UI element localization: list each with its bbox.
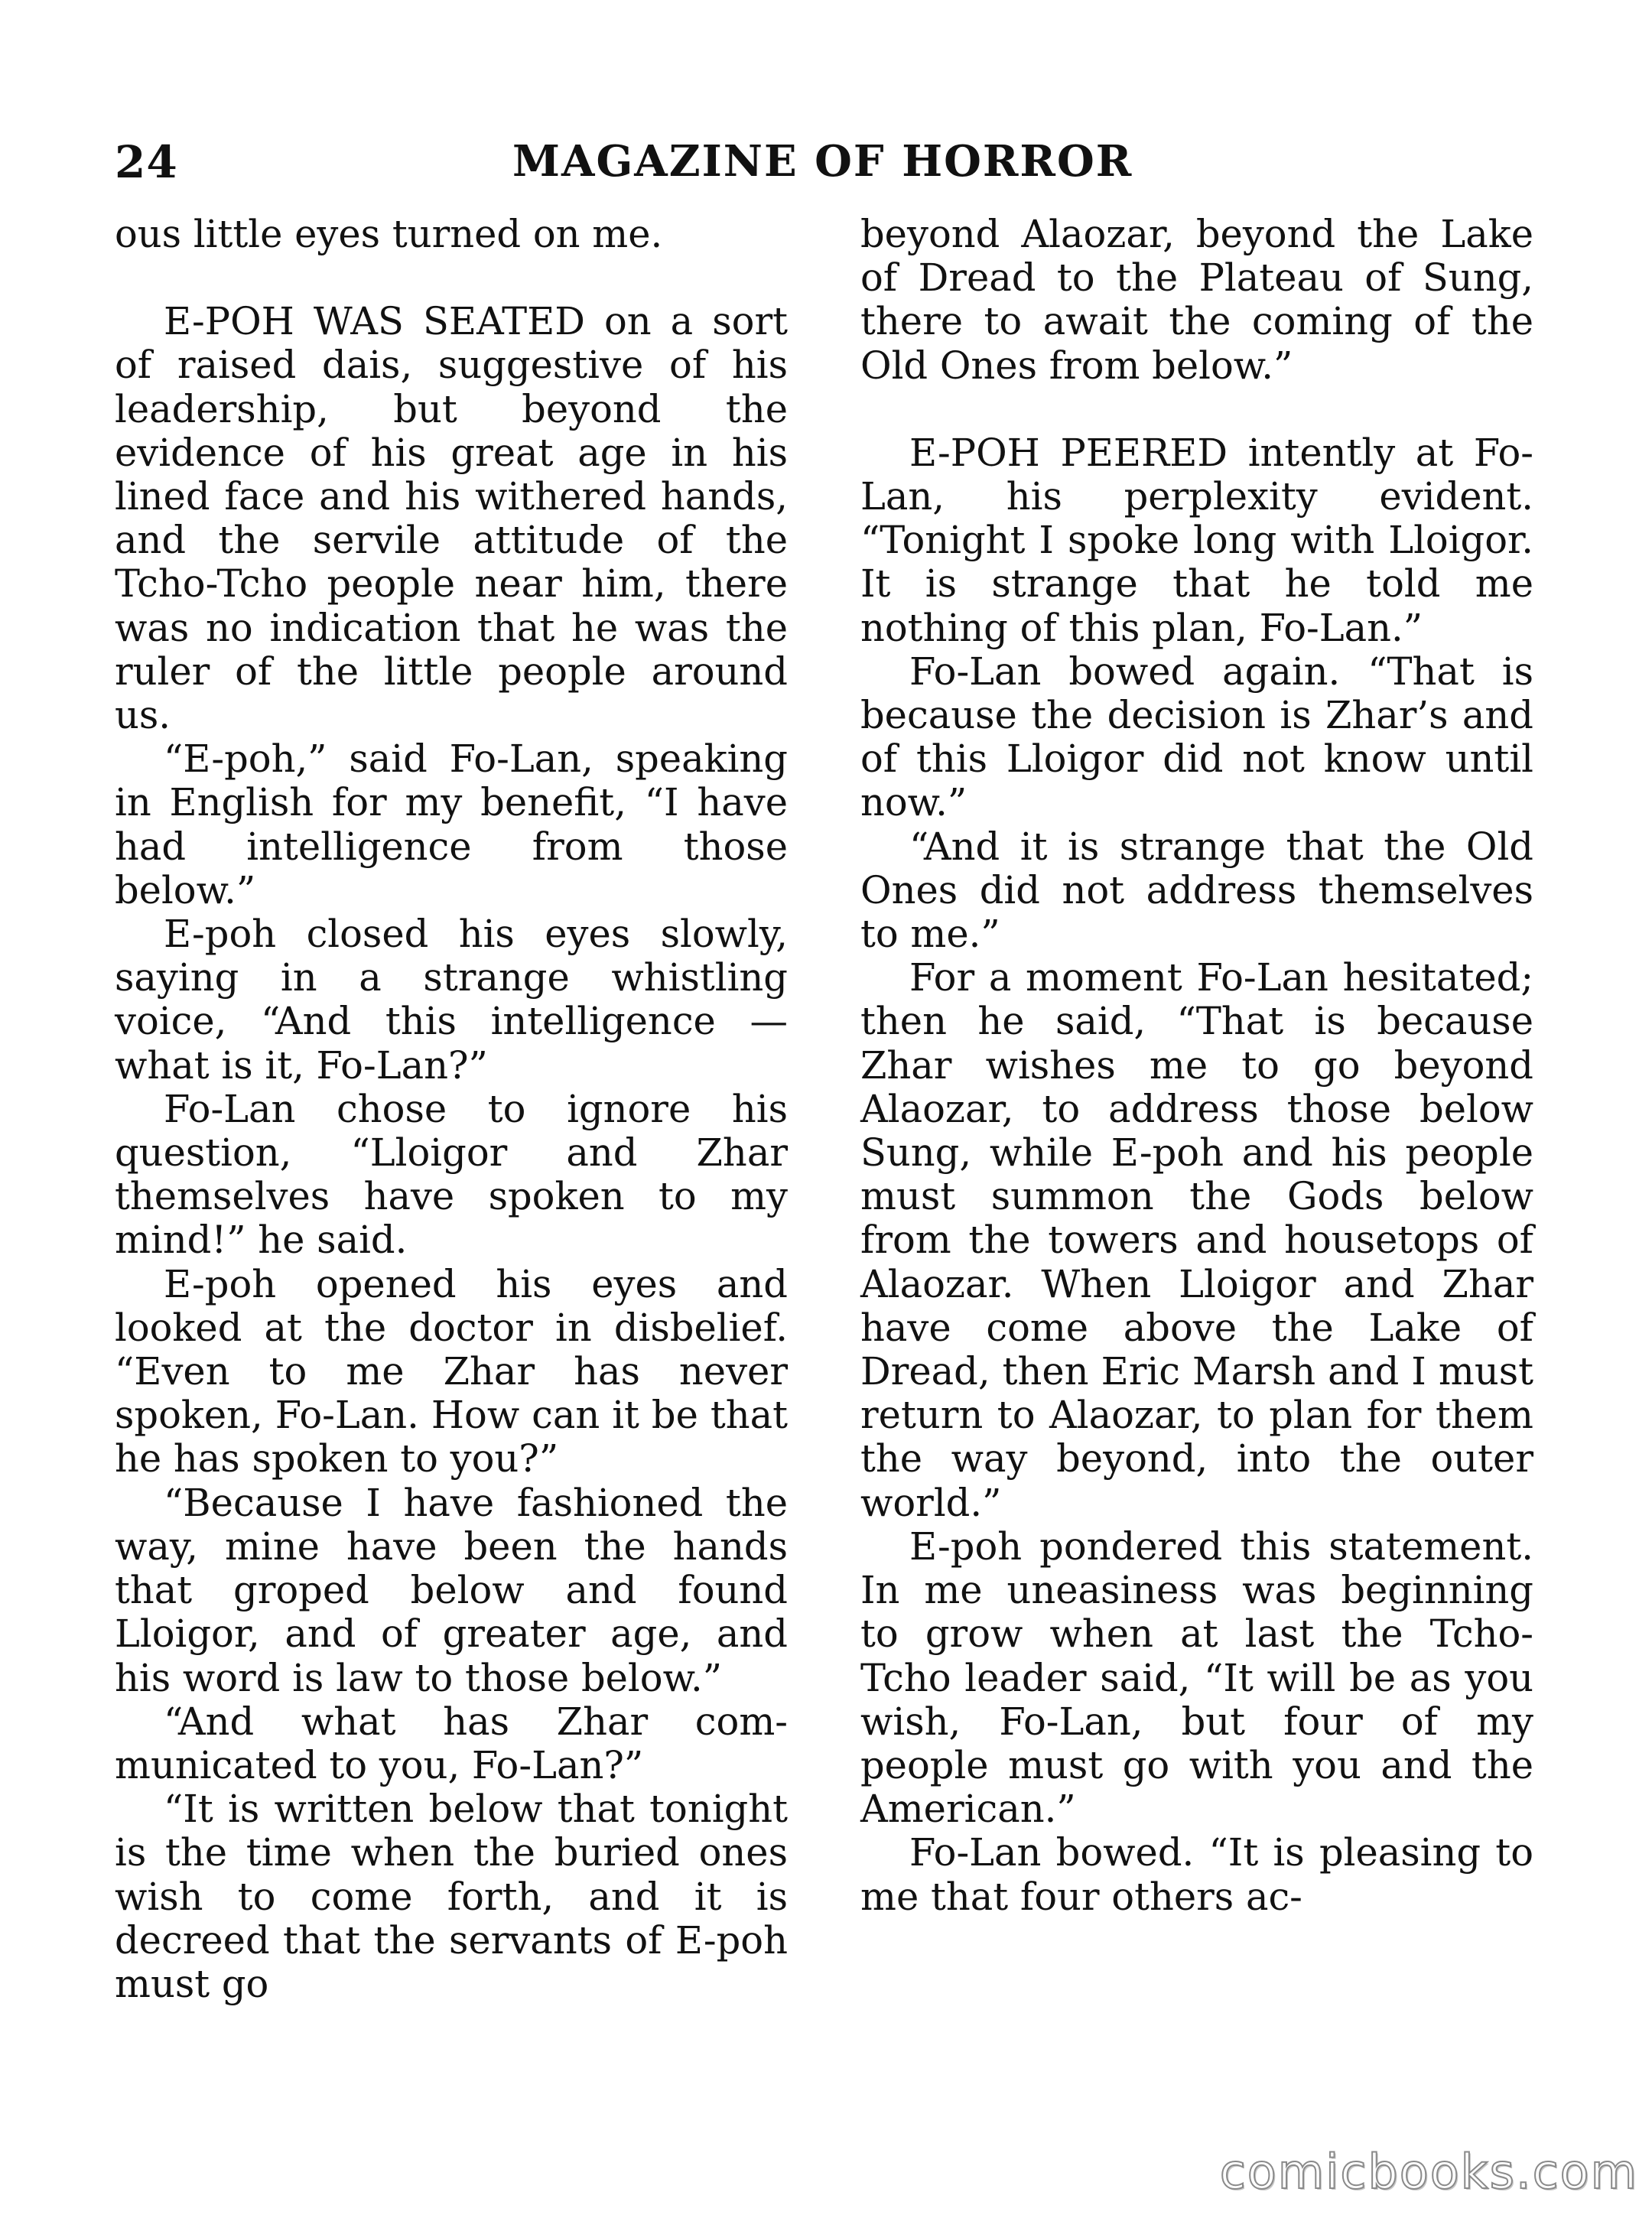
paragraph-continuation: beyond Alaozar, beyond the Lake of Dread to the Plateau of Sung, there to await the coming of the Old Ones from below.” — [860, 212, 1533, 388]
paragraph: E-poh opened his eyes and looked at the doctor in disbelief. “Even to me Zhar has never spoken, Fo-Lan. How can it be that he has spoken to you?” — [115, 1261, 788, 1481]
paragraph: “And what has Zhar communicated to you, Fo-Lan?” — [115, 1699, 788, 1787]
page-number: 24 — [115, 136, 178, 188]
paragraph-section-start: E-POH WAS SEATED on a sort of raised dais, suggestive of his leadership, but beyond the evidence of his great age in his lined face and his withered hands, and the servile attitude of the Tcho-Tcho people near him, there was no indication that he was the ruler of the little people around us. — [115, 299, 788, 738]
paragraph: “E-poh,” said Fo-Lan, speaking in English for my benefit, “I have had intelligence from those below.” — [115, 737, 788, 912]
paragraph-continuation: ous little eyes turned on me. — [115, 212, 663, 256]
right-text-column — [860, 213, 1533, 1919]
paragraph: Fo-Lan bowed again. “That is because the decision is Zhar’s and of this Lloigor did not know until now.” — [860, 649, 1533, 825]
paragraph: For a moment Fo-Lan hesitated; then he said, “That is because Zhar wishes me to go beyond Alaozar, to address those below Sung, while E-poh and his people must summon the Gods below from the towers and housetops of Alaozar. When Lloigor and Zhar have come above the Lake of Dread, then Eric Marsh and I must return to Alaozar, to plan for them the way beyond, into the outer world.” — [860, 955, 1533, 1525]
paragraph: E-poh pondered this statement. In me uneasiness was beginning to grow when at last the Tcho-Tcho leader said, “It will be as you wish, Fo-Lan, but four of my people must go with you and the American.” — [860, 1524, 1533, 1832]
paragraph: Fo-Lan bowed. “It is pleasing to me that four others ac- — [860, 1830, 1533, 1919]
paragraph: “It is written below that tonight is the time when the buried ones wish to come forth, and it is decreed that the servants of E-poh must go — [115, 1787, 788, 2006]
paragraph: “And it is strange that the Old Ones did not address themselves to me.” — [860, 824, 1533, 957]
paragraph: “Because I have fashioned the way, mine have been the hands that groped below and found Lloigor, and of greater age, and his word is law to those below.” — [115, 1480, 788, 1700]
running-head-title: MAGAZINE OF HORROR — [512, 136, 1133, 187]
watermark-logo: comicbooks.com — [1219, 2144, 1638, 2200]
paragraph-section-start: E-POH PEERED intently at Fo-Lan, his perplexity evident. “Tonight I spoke long with Lloigor. It is strange that he told me nothing of this plan, Fo-Lan.” — [860, 430, 1533, 650]
paragraph: Fo-Lan chose to ignore his question, “Lloigor and Zhar themselves have spoken to my mind!” he said. — [115, 1086, 788, 1263]
paragraph: E-poh closed his eyes slowly, saying in a strange whistling voice, “And this intelligence — what is it, Fo-Lan?” — [115, 912, 788, 1088]
page-header — [115, 136, 1553, 197]
left-text-column — [115, 213, 788, 2006]
